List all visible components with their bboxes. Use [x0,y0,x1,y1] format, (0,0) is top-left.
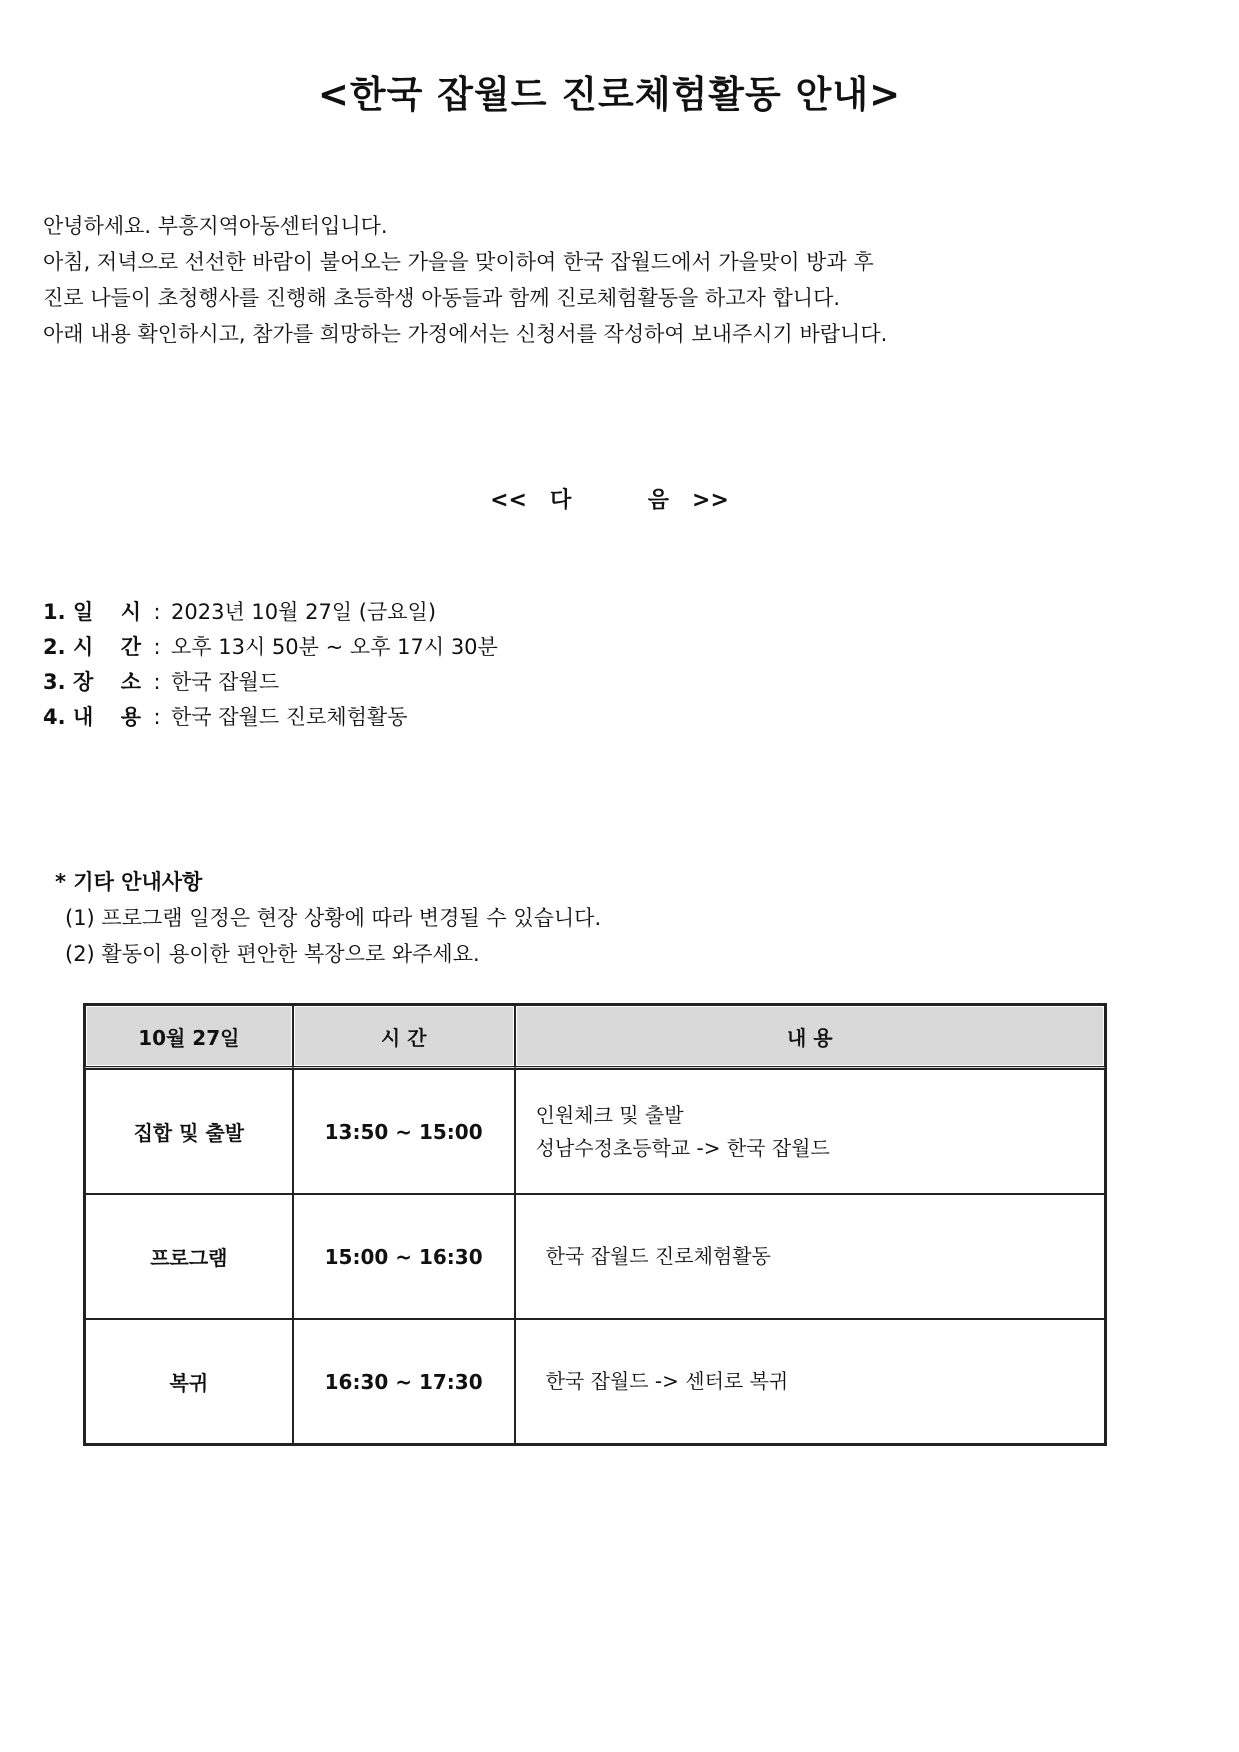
intro-line: 아침, 저녁으로 선선한 바람이 불어오는 가을을 맞이하여 한국 잡월드에서 가을맞이 방과 후 [43,250,874,274]
row-content-line: 한국 잡월드 진로체험활동 [545,1244,771,1268]
detail-row-content [43,700,743,735]
detail-value: 한국 잡월드 [171,670,280,694]
row-label: 복귀 [85,1319,293,1444]
row-label: 집합 및 출발 [85,1069,293,1194]
intro-line: 아래 내용 확인하시고, 참가를 희망하는 가정에서는 신청서를 작성하여 보내주시기 바랍니다. [43,322,888,346]
detail-colon: : [153,635,161,659]
intro-line: 진로 나들이 초청행사를 진행해 초등학생 아동들과 함께 진로체험활동을 하고자 합니다. [43,286,841,310]
row-content-line: 성남수정초등학교 -> 한국 잡월드 [535,1135,830,1160]
detail-number: 2. [43,635,66,659]
detail-row-date [43,595,743,630]
row-content-line: 인원체크 및 출발 [535,1102,684,1127]
table-row [85,1194,1105,1319]
detail-colon: : [153,705,161,729]
detail-label: 내 용 [73,705,141,729]
detail-value: 2023년 10월 27일 (금요일) [171,600,437,624]
row-label: 프로그램 [85,1194,293,1319]
notice-heading: << 다 음 >> [490,488,729,513]
table-row [85,1069,1105,1194]
row-content [515,1319,1105,1444]
extra-notes-heading: * 기타 안내사항 [55,870,203,894]
header-time: 시 간 [293,1005,515,1069]
detail-colon: : [153,600,161,624]
row-time: 13:50 ~ 15:00 [293,1069,515,1194]
detail-label: 일 시 [73,600,141,624]
intro-paragraph [43,208,1193,352]
detail-value: 오후 13시 50분 ~ 오후 17시 30분 [171,635,498,659]
header-date: 10월 27일 [85,1005,293,1069]
intro-line: 안녕하세요. 부흥지역아동센터입니다. [43,214,388,238]
header-content: 내 용 [515,1005,1105,1069]
extra-note-item: (1) 프로그램 일정은 현장 상황에 따라 변경될 수 있습니다. [65,906,602,930]
detail-colon: : [153,670,161,694]
detail-label: 시 간 [73,635,141,659]
detail-label: 장 소 [73,670,141,694]
schedule-table [83,1003,1107,1446]
detail-value: 한국 잡월드 진로체험활동 [171,705,408,729]
table-header-row [85,1005,1105,1069]
event-details-list [43,595,743,735]
page-title: <한국 잡월드 진로체험활동 안내> [317,73,902,116]
row-time: 15:00 ~ 16:30 [293,1194,515,1319]
row-time: 16:30 ~ 17:30 [293,1319,515,1444]
extra-note-item: (2) 활동이 용이한 편안한 복장으로 와주세요. [65,942,480,966]
detail-number: 1. [43,600,66,624]
detail-number: 4. [43,705,66,729]
detail-number: 3. [43,670,66,694]
row-content [515,1194,1105,1319]
extra-notes [55,864,955,972]
table-row [85,1319,1105,1444]
detail-row-place [43,665,743,700]
row-content-line: 한국 잡월드 -> 센터로 복귀 [545,1369,789,1393]
row-content [515,1069,1105,1194]
detail-row-time [43,630,743,665]
